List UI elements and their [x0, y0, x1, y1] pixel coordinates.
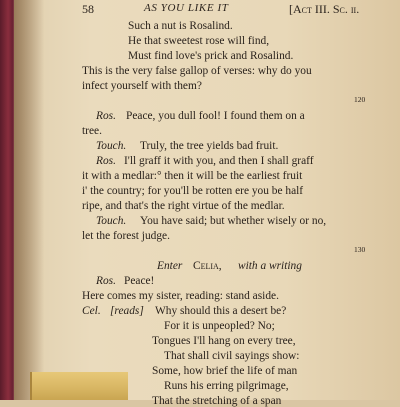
prose-line: You have said; but whether wisely or no,	[140, 215, 327, 227]
speaker-name: Ros.	[96, 110, 116, 122]
prose-line: it with a medlar:° then it will be the earliest fruit	[82, 170, 303, 182]
running-title: AS YOU LIKE IT	[144, 2, 229, 14]
speaker-name: Touch.	[96, 140, 127, 152]
verse-line: He that sweetest rose will find,	[128, 35, 270, 47]
prose-line: i' the country; for you'll be rotten ere you be half	[82, 185, 304, 197]
prose-line: Truly, the tree yields bad fruit.	[140, 140, 279, 152]
verse-line: Tongues I'll hang on every tree,	[152, 335, 296, 347]
prose-line: I'll graff it with you, and then I shall graff	[124, 155, 314, 167]
dialogue-line: Why should this a desert be?	[155, 305, 287, 317]
prose-line: This is the very false gallop of verses: why do you	[82, 65, 312, 77]
speaker-name: Ros.	[96, 155, 116, 167]
act-scene: [Act III. Sc. ii.	[289, 2, 360, 16]
speaker-name: Ros.	[96, 275, 116, 287]
verse-line: Must find love's prick and Rosalind.	[128, 50, 294, 62]
verse-line: Some, how brief the life of man	[152, 365, 298, 377]
dialogue-line: Peace!	[124, 275, 155, 287]
speaker-name: Touch.	[96, 215, 127, 227]
line-number: 120	[354, 95, 366, 104]
speaker-name: Cel.	[82, 305, 101, 317]
prose-line: let the forest judge.	[82, 230, 170, 242]
verse-line: That the stretching of a span	[152, 395, 282, 407]
prose-line: Peace, you dull fool! I found them on a	[126, 110, 305, 122]
stage-direction: [reads]	[110, 305, 144, 317]
line-number: 130	[354, 245, 366, 254]
dialogue-line: Here comes my sister, reading: stand aside.	[82, 290, 279, 302]
verse-line: Such a nut is Rosalind.	[128, 20, 233, 32]
verse-line: For it is unpeopled? No;	[164, 320, 275, 332]
verse-line: Runs his erring pilgrimage,	[164, 380, 289, 392]
stage-direction-enter: Enter	[157, 260, 183, 272]
prose-line: infect yourself with them?	[82, 80, 202, 92]
prose-line: ripe, and that's the right virtue of the medlar.	[82, 200, 285, 212]
stage-direction-rest: with a writing	[238, 260, 302, 272]
prose-line: tree.	[82, 125, 102, 137]
page-number: 58	[82, 2, 94, 16]
stage-direction-name: Celia,	[193, 260, 222, 272]
verse-line: That shall civil sayings show:	[164, 350, 300, 362]
